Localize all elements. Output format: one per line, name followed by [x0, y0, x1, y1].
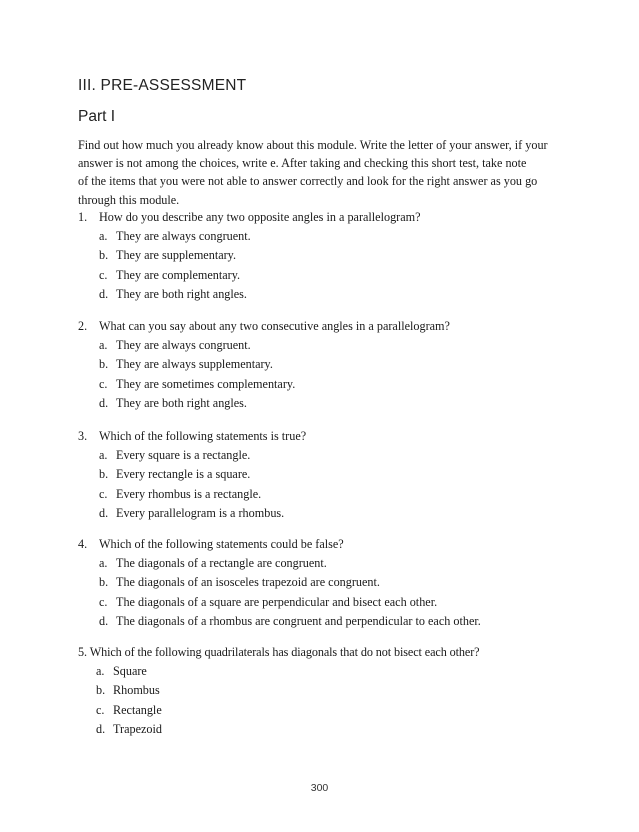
answer-option [78, 336, 578, 355]
option-letter: b. [99, 248, 109, 263]
answer-option [78, 355, 578, 374]
answer-option [78, 554, 578, 573]
answer-option [78, 573, 578, 592]
option-letter: d. [99, 505, 109, 520]
option-text: Rectangle [113, 702, 162, 717]
option-letter: c. [99, 486, 108, 501]
question-stem [78, 208, 578, 227]
answer-option [78, 285, 578, 304]
option-letter: a. [99, 556, 108, 570]
answer-option [78, 701, 578, 720]
question-number: 4. [78, 537, 88, 551]
option-text: Every parallelogram is a rhombus. [116, 505, 285, 520]
question-stem [78, 427, 578, 446]
option-letter: d. [99, 286, 109, 301]
question-stem [78, 317, 578, 336]
option-text: Every square is a rectangle. [116, 448, 251, 462]
option-text: They are sometimes complementary. [116, 376, 296, 391]
option-text: The diagonals of a square are perpendicular and bisect each other. [116, 594, 438, 609]
answer-option [78, 465, 578, 484]
option-text: They are always congruent. [116, 338, 251, 352]
instructions-line: of the items that you were not able to answer correctly and look for the right answer as you go [78, 174, 538, 189]
option-text: They are always congruent. [116, 229, 251, 243]
option-letter: c. [99, 267, 108, 282]
option-text: They are supplementary. [116, 248, 237, 263]
question-number: 1. [78, 210, 88, 224]
option-text: Every rectangle is a square. [116, 467, 251, 482]
question-1 [78, 208, 578, 304]
option-letter: b. [96, 683, 106, 698]
option-text: Every rhombus is a rectangle. [116, 486, 262, 501]
option-letter: a. [96, 664, 105, 678]
question-stem [78, 535, 578, 554]
option-letter: c. [96, 702, 105, 717]
question-number: 5. [78, 645, 87, 659]
answer-option [78, 593, 578, 612]
question-text: How do you describe any two opposite angles in a parallelogram? [99, 210, 421, 224]
option-letter: a. [99, 338, 108, 352]
answer-option [78, 246, 578, 265]
option-text: Square [113, 664, 147, 678]
option-letter: b. [99, 357, 109, 372]
answer-option [78, 394, 578, 413]
instructions-line: answer is not among the choices, write e. After taking and checking this short test, take note [78, 156, 527, 171]
question-text: Which of the following quadrilaterals has diagonals that do not bisect each other? [89, 645, 480, 659]
answer-option [78, 446, 578, 465]
answer-option [78, 504, 578, 523]
question-text: Which of the following statements could be false? [99, 537, 344, 551]
option-letter: b. [99, 467, 109, 482]
instructions-line: through this module. [78, 192, 180, 207]
answer-option [78, 485, 578, 504]
option-text: They are complementary. [116, 267, 241, 282]
option-letter: c. [99, 376, 108, 391]
option-letter: c. [99, 594, 108, 609]
instructions-paragraph [78, 136, 564, 209]
option-letter: a. [99, 229, 108, 243]
option-text: The diagonals of a rectangle are congruent. [116, 556, 327, 570]
question-number: 3. [78, 429, 88, 443]
answer-option [78, 720, 578, 739]
answer-option [78, 662, 578, 681]
option-text: The diagonals of a rhombus are congruent and perpendicular to each other. [116, 613, 481, 628]
page-number: 300 [310, 782, 329, 794]
question-text: What can you say about any two consecutive angles in a parallelogram? [99, 319, 450, 333]
option-letter: a. [99, 448, 108, 462]
answer-option [78, 266, 578, 285]
option-text: The diagonals of an isosceles trapezoid are congruent. [116, 575, 380, 590]
option-letter: d. [96, 721, 106, 736]
question-stem [78, 643, 578, 662]
question-number: 2. [78, 319, 88, 333]
section-title: III. PRE-ASSESSMENT [78, 77, 247, 94]
option-text: They are always supplementary. [116, 357, 273, 372]
option-letter: d. [99, 613, 109, 628]
question-3 [78, 427, 578, 523]
part-title: Part I [78, 108, 116, 125]
answer-option [78, 375, 578, 394]
instructions-line: Find out how much you already know about this module. Write the letter of your answer, if your [78, 138, 548, 152]
option-text: They are both right angles. [116, 286, 247, 301]
question-2 [78, 317, 578, 413]
question-text: Which of the following statements is true? [99, 429, 307, 443]
option-letter: d. [99, 395, 109, 410]
answer-option [78, 612, 578, 631]
answer-option [78, 681, 578, 700]
option-text: They are both right angles. [116, 395, 247, 410]
option-text: Rhombus [113, 683, 160, 698]
option-letter: b. [99, 575, 109, 590]
answer-option [78, 227, 578, 246]
option-text: Trapezoid [113, 721, 162, 736]
question-4 [78, 535, 578, 631]
question-5 [78, 643, 578, 739]
